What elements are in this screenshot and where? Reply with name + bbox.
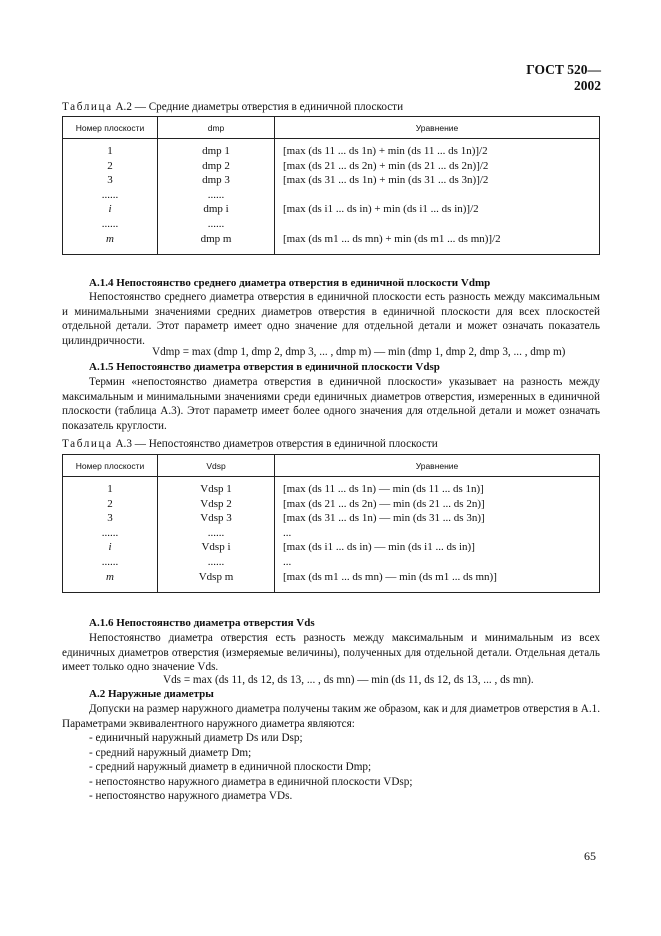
table-a3-caption	[62, 438, 438, 450]
table-cell: ......	[158, 188, 275, 203]
table-cell: [max (ds 11 ... ds 1n) + min (ds 11 ... ds 1n)]/2	[275, 139, 600, 159]
table-cell	[275, 217, 600, 232]
table-cell: [max (ds i1 ... ds in) — min (ds i1 ... ds in)]	[275, 540, 600, 555]
table-cell: 2	[63, 159, 158, 174]
table-cell: Vdsp 1	[158, 477, 275, 497]
list-item: - непостоянство наружного диаметра в единичной плоскости VDsp;	[89, 775, 413, 788]
table-cell: m	[63, 232, 158, 255]
table-row	[63, 526, 600, 541]
table-row	[63, 159, 600, 174]
table-cell: ......	[63, 526, 158, 541]
table-a2-caption	[62, 101, 403, 113]
table-a2-header-dmp: dmp	[158, 117, 275, 139]
table-cell: 3	[63, 173, 158, 188]
section-a16-paragraph: Непостоянство диаметра отверстия есть разность между максимальным и минимальным из всех единичных диаметров отверстия (измеряемые величины), полученных для отдельной детали. Отдельная деталь имеет только одно значение Vds.	[62, 632, 600, 674]
table-cell: ...	[275, 526, 600, 541]
section-a14-formula: Vdmp = max (dmp 1, dmp 2, dmp 3, ... , dmp m) — min (dmp 1, dmp 2, dmp 3, ... , dmp m)	[152, 346, 566, 358]
table-row	[63, 217, 600, 232]
table-cell: ......	[158, 526, 275, 541]
list-item: - единичный наружный диаметр Ds или Dsp;	[89, 732, 303, 744]
section-a14-paragraph: Непостоянство среднего диаметра отверстия в единичной плоскости есть разность между максимальным и минимальными значениями средних диаметров отверстия в единичной плоскости для всех плоскостей отдельной детали. Этот параметр имеет одно значение для отдельной детали и может означать показатель цилиндричности.	[62, 291, 600, 347]
table-cell: 3	[63, 511, 158, 526]
table-row	[63, 570, 600, 593]
list-item: - средний наружный диаметр Dm;	[89, 746, 252, 759]
table-row	[63, 477, 600, 497]
table-row	[63, 173, 600, 188]
table-cell: [max (ds i1 ... ds in) + min (ds i1 ... ds in)]/2	[275, 202, 600, 217]
table-cell: ......	[158, 217, 275, 232]
table-cell: i	[63, 540, 158, 555]
table-cell: [max (ds 21 ... ds 2n) — min (ds 21 ... ds 2n)]	[275, 497, 600, 512]
table-cell: Vdsp 3	[158, 511, 275, 526]
table-a2-header-plane: Номер плоскости	[63, 117, 158, 139]
section-a15-title: А.1.5 Непостоянство диаметра отверстия в единичной плоскости Vdsp	[89, 361, 440, 373]
table-cell: Vdsp 2	[158, 497, 275, 512]
table-row	[63, 497, 600, 512]
table-row	[63, 511, 600, 526]
table-a2-header-equation: Уравнение	[275, 117, 600, 139]
table-cell: [max (ds 31 ... ds 1n) — min (ds 31 ... ds 3n)]	[275, 511, 600, 526]
table-cell: ......	[158, 555, 275, 570]
table-cell: ......	[63, 217, 158, 232]
section-a14-title: А.1.4 Непостоянство среднего диаметра отверстия в единичной плоскости Vdmp	[89, 277, 491, 289]
table-cell: 1	[63, 477, 158, 497]
table-cell: dmp 3	[158, 173, 275, 188]
list-item: - средний наружный диаметр в единичной плоскости Dmp;	[89, 761, 372, 774]
table-a3-header-vdsp: Vdsp	[158, 455, 275, 477]
section-a15-paragraph: Термин «непостоянство диаметра отверстия в единичной плоскости» указывает на разность между максимальным и минимальными значениями среди единичных диаметров отверстия, измеренных в единичной плоскости (таблица А.3). Этот параметр имеет более одного значения для отдельной детали и может означать показатель круглости.	[62, 376, 600, 432]
table-row	[63, 540, 600, 555]
table-cell: ......	[63, 188, 158, 203]
table-cell: [max (ds 31 ... ds 1n) + min (ds 31 ... ds 3n)]/2	[275, 173, 600, 188]
table-a2-caption-label: Таблица	[62, 101, 113, 113]
table-cell: dmp i	[158, 202, 275, 217]
table-cell: [max (ds m1 ... ds mn) + min (ds m1 ... ds mn)]/2	[275, 232, 600, 255]
table-cell: dmp 1	[158, 139, 275, 159]
table-a3-header-equation: Уравнение	[275, 455, 600, 477]
document-code: ГОСТ 520—2002	[526, 62, 601, 93]
table-a3-header-plane: Номер плоскости	[63, 455, 158, 477]
table-cell: [max (ds 11 ... ds 1n) — min (ds 11 ... ds 1n)]	[275, 477, 600, 497]
section-a16-title: А.1.6 Непостоянство диаметра отверстия Vds	[89, 617, 315, 629]
section-a2-paragraph: Допуски на размер наружного диаметра получены таким же образом, как и для диаметров отверстия в А.1. Параметрами эквивалентного наружного диаметра являются:	[62, 703, 601, 730]
table-cell: Vdsp i	[158, 540, 275, 555]
table-cell: 1	[63, 139, 158, 159]
table-cell: 2	[63, 497, 158, 512]
table-cell: ...	[275, 555, 600, 570]
section-a2-title: А.2 Наружные диаметры	[89, 688, 214, 700]
table-cell: [max (ds 21 ... ds 2n) + min (ds 21 ... ds 2n)]/2	[275, 159, 600, 174]
list-item: - непостоянство наружного диаметра VDs.	[89, 790, 293, 803]
table-row	[63, 188, 600, 203]
table-cell: dmp m	[158, 232, 275, 255]
table-cell: dmp 2	[158, 159, 275, 174]
table-cell: i	[63, 202, 158, 217]
table-cell: ......	[63, 555, 158, 570]
table-a2	[62, 116, 600, 255]
page-number: 65	[584, 849, 596, 863]
table-a2-caption-title: А.2 — Средние диаметры отверстия в единичной плоскости	[115, 101, 404, 113]
table-cell: m	[63, 570, 158, 593]
table-cell	[275, 188, 600, 203]
table-row	[63, 555, 600, 570]
table-cell: Vdsp m	[158, 570, 275, 593]
section-a2-list	[89, 731, 412, 804]
section-a16-formula: Vds = max (ds 11, ds 12, ds 13, ... , ds mn) — min (ds 11, ds 12, ds 13, ... , ds mn).	[163, 674, 534, 686]
table-row	[63, 232, 600, 255]
table-a3	[62, 454, 600, 593]
table-a3-caption-label: Таблица	[62, 438, 113, 450]
table-cell: [max (ds m1 ... ds mn) — min (ds m1 ... ds mn)]	[275, 570, 600, 593]
table-a3-caption-title: А.3 — Непостоянство диаметров отверстия в единичной плоскости	[115, 438, 438, 450]
table-row	[63, 139, 600, 159]
table-row	[63, 202, 600, 217]
